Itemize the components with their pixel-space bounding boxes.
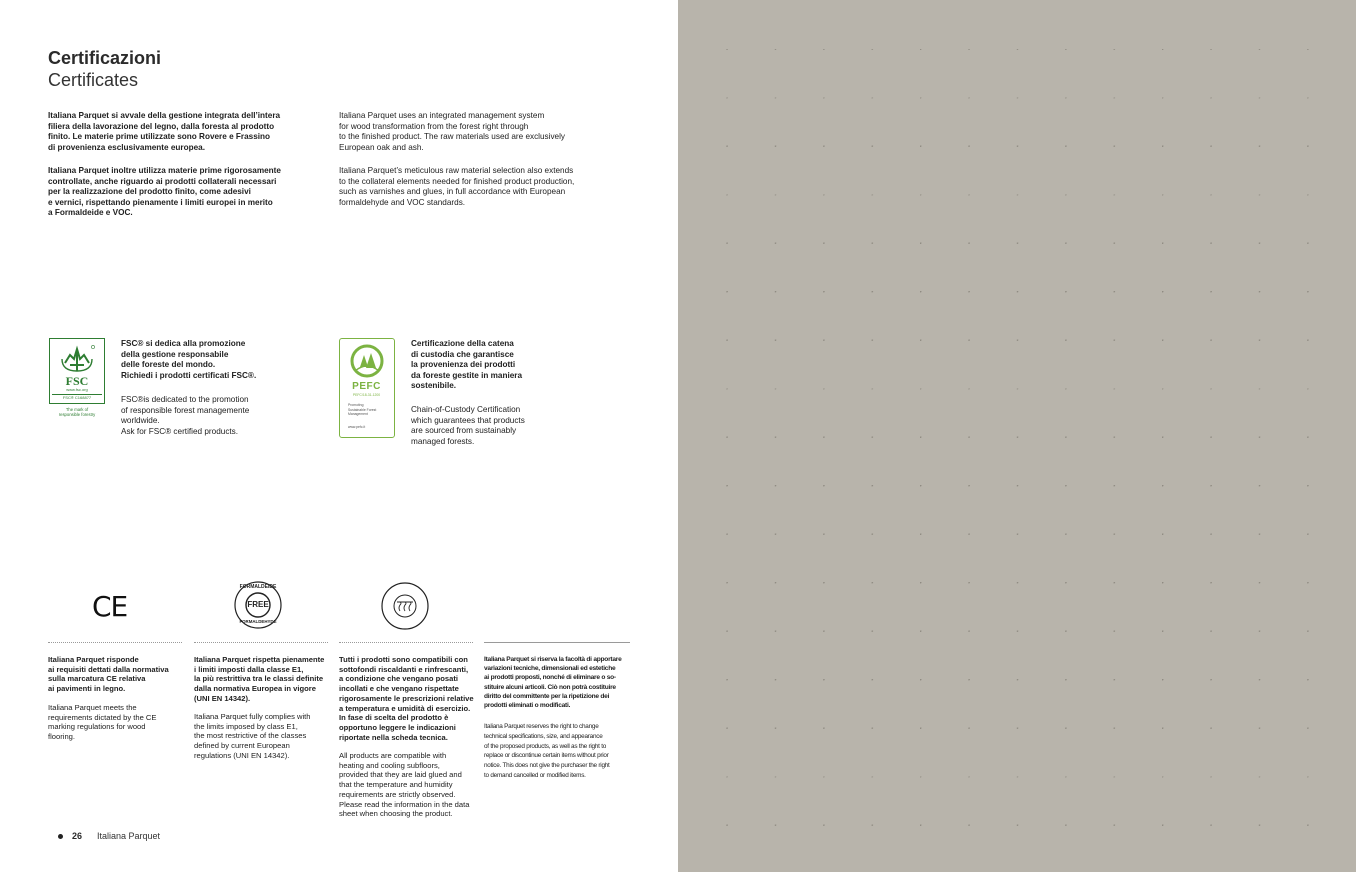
fsc-logo-frame bbox=[49, 338, 105, 404]
fsc-text-italian: FSC® si dedica alla promozione della gestione responsabile delle foreste del mondo. Richiedi i prodotti certificati FSC®. bbox=[121, 339, 257, 380]
formaldehyde-free-center-text: FREE bbox=[247, 600, 269, 609]
heating-text-italian: Tutti i prodotti sono compatibili con sottofondi riscaldanti e rinfrescanti, a condizione che vengano posati incollati e che vengano rispettate rigorosamente le prescrizioni relative a temperatura e umidità di esercizio. In fase di scelta del prodotto è opportuno leggere le indicazioni riportate nella scheda tecnica. bbox=[339, 655, 474, 742]
fsc-logo-url: www.fsc.org bbox=[66, 387, 88, 392]
formaldehyde-free-icon bbox=[234, 581, 282, 629]
intro-italian-paragraph-2: Italiana Parquet inoltre utilizza materie prime rigorosamente controllate, anche riguardo ai prodotti collaterali necessari per la realizzazione del prodotto finito, come adesivi e vernici, rispettando pienamente i limiti europei in merito a Formaldeide e VOC. bbox=[48, 166, 281, 218]
fsc-logo bbox=[49, 338, 105, 422]
ce-mark-icon: CE bbox=[92, 590, 128, 623]
disclaimer-text-italian: Italiana Parquet si riserva la facoltà di apportare variazioni tecniche, dimensionali ed estetiche ai prodotti proposti, nonché di eliminare o so- stituire alcuni articoli. Ciò non potrà costituire diritto del committente per la ripetizione dei prodotti eliminati o modificati. bbox=[484, 656, 622, 710]
intro-italian-paragraph-1: Italiana Parquet si avvale della gestione integrata dell’intera filiera della lavorazione del legno, dalla foresta al prodotto finito. Le materie prime utilizzate sono Rovere e Frassino di provenienza esclusivamente europea. bbox=[48, 111, 281, 152]
pefc-logo-subtitle: Promoting Sustainable Forest Management bbox=[348, 403, 377, 416]
ce-text-italian: Italiana Parquet risponde ai requisiti dettati dalla normativa sulla marcatura CE relativa ai pavimenti in legno. bbox=[48, 655, 169, 694]
fsc-tree-icon bbox=[50, 341, 104, 375]
formaldehyde-text-italian: Italiana Parquet rispetta pienamente i limiti imposti dalla classe E1, la più restrittiva tra le classi definite dalla normativa Europea in vigore (UNI EN 14342). bbox=[194, 655, 325, 703]
disclaimer-text-english: Italiana Parquet reserves the right to change technical specifications, size, and appearance of the proposed products, as well as the right to replace or discontinue certain items without prior notice. This does not give the purchaser the right to demand cancelled or modified items. bbox=[484, 723, 610, 779]
dot-grid-pattern bbox=[678, 0, 1356, 872]
fsc-logo-code: FSC® C168877 bbox=[52, 394, 102, 400]
intro-english-paragraph-2: Italiana Parquet’s meticulous raw material selection also extends to the collateral elements needed for finished product production, such as varnishes and glues, in full accordance with European formaldehyde and VOC standards. bbox=[339, 166, 575, 207]
page-number: 26 bbox=[72, 831, 83, 841]
divider-ce bbox=[48, 642, 182, 643]
pefc-text-english: Chain-of-Custody Certification which guarantees that products are sourced from sustainably managed forests. bbox=[411, 405, 525, 446]
page-title-english: Certificates bbox=[48, 70, 139, 90]
pefc-text-italian: Certificazione della catena di custodia che garantisce la provenienza dei prodotti da foreste gestite in maniera sostenibile. bbox=[411, 339, 523, 391]
heating-text-english: All products are compatible with heating and cooling subfloors, provided that they are laid glued and that the temperature and humidity requirements are strictly observed. Please read the information in the data sheet when choosing the product. bbox=[339, 751, 470, 819]
formaldehyde-free-bottom-text: FORMALDEHYDE bbox=[239, 619, 277, 624]
underfloor-heating-icon bbox=[381, 582, 429, 630]
ce-text-english: Italiana Parquet meets the requirements dictated by the CE marking regulations for wood flooring. bbox=[48, 703, 157, 742]
formaldehyde-text-english: Italiana Parquet fully complies with the limits imposed by class E1, the most restrictive of the classes defined by current European regulations (UNI EN 14342). bbox=[194, 712, 311, 760]
divider-formaldehyde bbox=[194, 642, 328, 643]
divider-disclaimer bbox=[484, 642, 630, 643]
footer-bullet bbox=[58, 834, 63, 839]
pefc-logo-url: www.pefc.it bbox=[348, 425, 366, 429]
pefc-logo-code: PEFC/18-31-1200 bbox=[352, 393, 381, 397]
pefc-logo-wordmark: PEFC bbox=[352, 381, 381, 392]
footer-brand: Italiana Parquet bbox=[97, 831, 161, 841]
page-title-italian: Certificazioni bbox=[48, 48, 162, 68]
fsc-logo-wordmark: FSC bbox=[65, 374, 89, 388]
fsc-logo-tagline: The mark of responsible forestry bbox=[58, 407, 96, 417]
divider-heating bbox=[339, 642, 473, 643]
formaldehyde-free-top-text: FORMALDEIDE bbox=[239, 584, 277, 590]
intro-english-paragraph-1: Italiana Parquet uses an integrated management system for wood transformation from the forest right through to the finished product. The raw materials used are exclusively European oak and ash. bbox=[339, 111, 566, 152]
pefc-trees-icon bbox=[347, 343, 387, 379]
right-page-dot-pattern bbox=[678, 0, 1356, 872]
fsc-text-english: FSC®is dedicated to the promotion of responsible forest managemente worldwide. Ask for FSC® certified products. bbox=[121, 395, 250, 436]
pefc-logo bbox=[339, 338, 395, 438]
